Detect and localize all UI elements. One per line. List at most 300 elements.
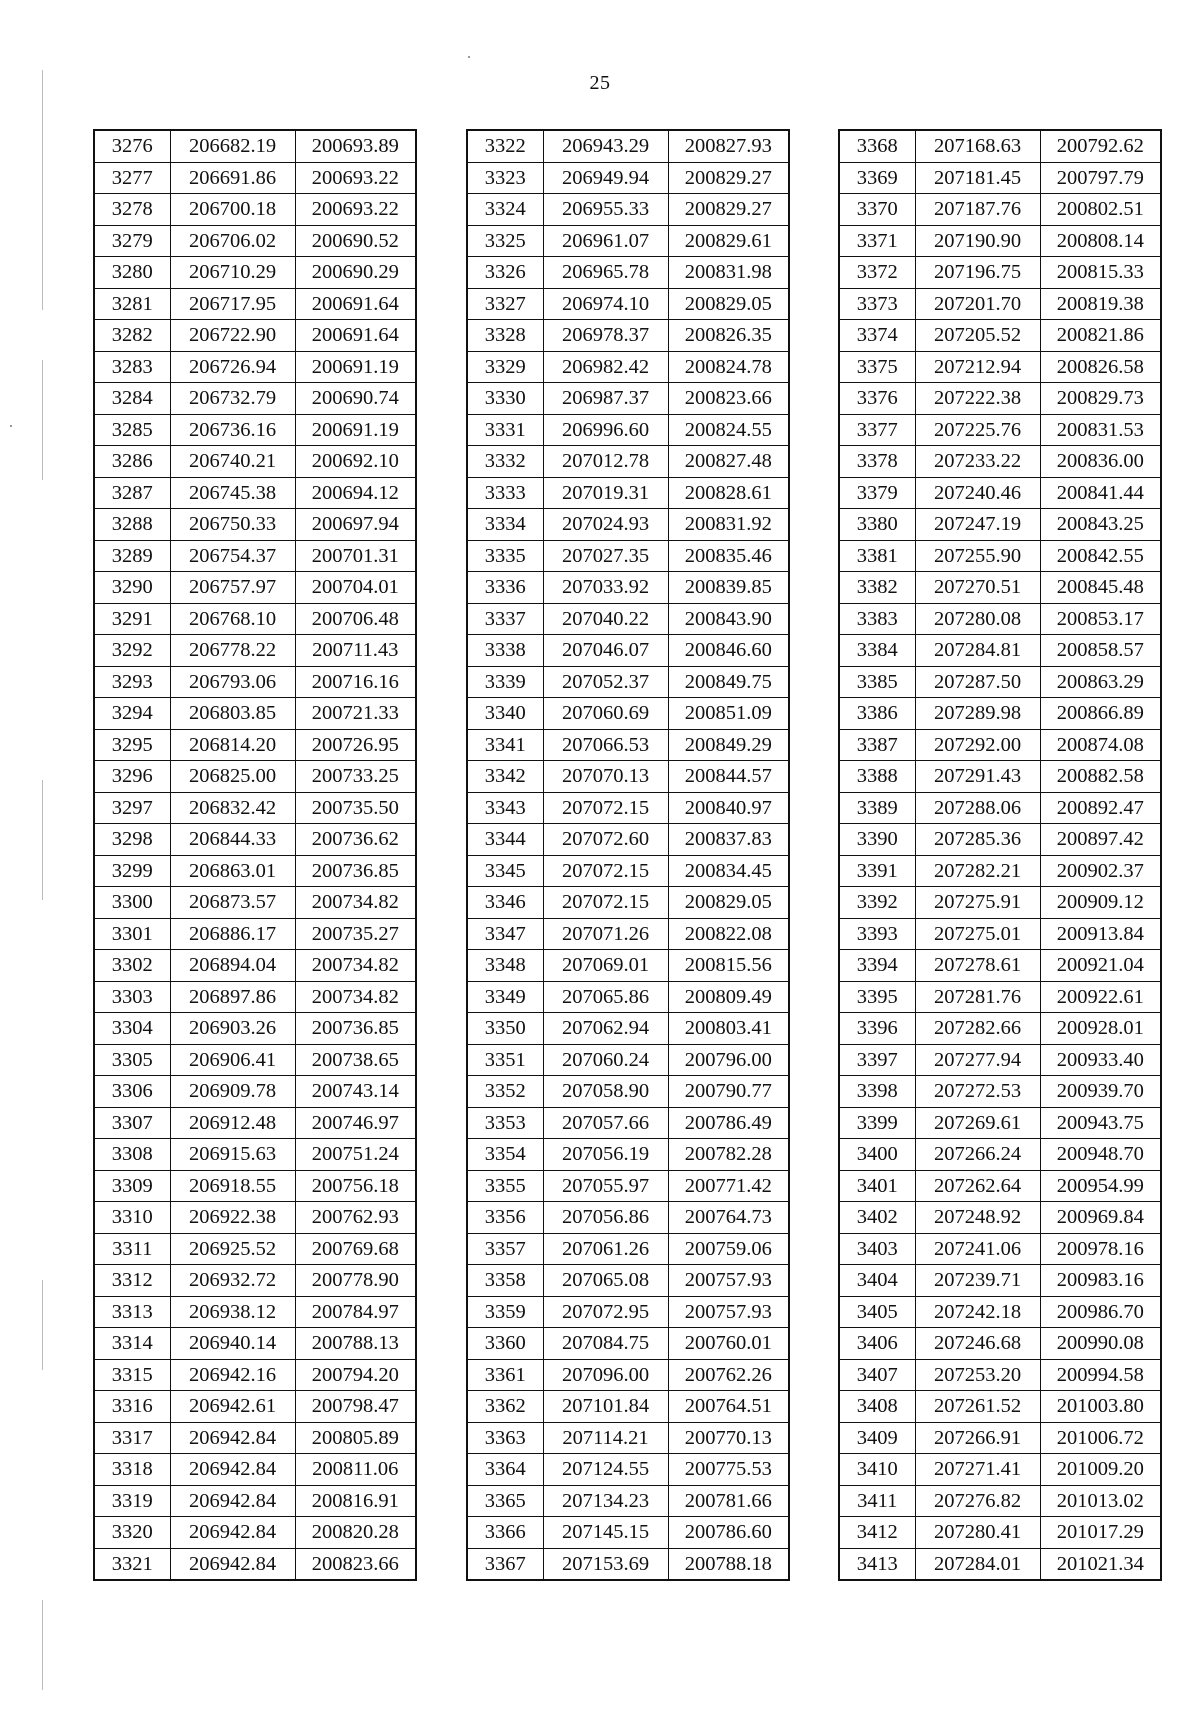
table-row [839, 1485, 1161, 1517]
point-id-cell: 3356 [467, 1202, 543, 1234]
y-coordinate-cell: 200775.53 [668, 1454, 789, 1486]
y-coordinate-cell: 200990.08 [1040, 1328, 1161, 1360]
point-id-cell: 3313 [94, 1296, 170, 1328]
table-row [467, 603, 789, 635]
x-coordinate-cell: 207212.94 [915, 351, 1040, 383]
table-row [467, 1107, 789, 1139]
table-row [467, 1265, 789, 1297]
point-id-cell: 3403 [839, 1233, 915, 1265]
x-coordinate-cell: 206943.29 [543, 130, 668, 162]
x-coordinate-cell: 206768.10 [170, 603, 295, 635]
point-id-cell: 3367 [467, 1548, 543, 1580]
point-id-cell: 3321 [94, 1548, 170, 1580]
x-coordinate-cell: 207291.43 [915, 761, 1040, 793]
table-row [839, 194, 1161, 226]
point-id-cell: 3287 [94, 477, 170, 509]
x-coordinate-cell: 206942.84 [170, 1454, 295, 1486]
y-coordinate-cell: 200845.48 [1040, 572, 1161, 604]
x-coordinate-cell: 206955.33 [543, 194, 668, 226]
y-coordinate-cell: 200706.48 [295, 603, 416, 635]
table-row [94, 1391, 416, 1423]
y-coordinate-cell: 200983.16 [1040, 1265, 1161, 1297]
point-id-cell: 3402 [839, 1202, 915, 1234]
point-id-cell: 3396 [839, 1013, 915, 1045]
x-coordinate-cell: 207134.23 [543, 1485, 668, 1517]
x-coordinate-cell: 207072.15 [543, 887, 668, 919]
table-row [94, 1517, 416, 1549]
y-coordinate-cell: 201006.72 [1040, 1422, 1161, 1454]
x-coordinate-cell: 206903.26 [170, 1013, 295, 1045]
y-coordinate-cell: 200802.51 [1040, 194, 1161, 226]
y-coordinate-cell: 200764.51 [668, 1391, 789, 1423]
y-coordinate-cell: 200943.75 [1040, 1107, 1161, 1139]
point-id-cell: 3355 [467, 1170, 543, 1202]
point-id-cell: 3409 [839, 1422, 915, 1454]
y-coordinate-cell: 200690.29 [295, 257, 416, 289]
x-coordinate-cell: 207153.69 [543, 1548, 668, 1580]
x-coordinate-cell: 206982.42 [543, 351, 668, 383]
table-row [94, 729, 416, 761]
point-id-cell: 3384 [839, 635, 915, 667]
y-coordinate-cell: 200978.16 [1040, 1233, 1161, 1265]
table-row [467, 1139, 789, 1171]
table-row [94, 950, 416, 982]
point-id-cell: 3358 [467, 1265, 543, 1297]
table-row [839, 509, 1161, 541]
x-coordinate-cell: 207284.01 [915, 1548, 1040, 1580]
y-coordinate-cell: 200837.83 [668, 824, 789, 856]
x-coordinate-cell: 207282.66 [915, 1013, 1040, 1045]
y-coordinate-cell: 200786.60 [668, 1517, 789, 1549]
table-row [467, 824, 789, 856]
y-coordinate-cell: 200697.94 [295, 509, 416, 541]
x-coordinate-cell: 207062.94 [543, 1013, 668, 1045]
x-coordinate-cell: 206832.42 [170, 792, 295, 824]
y-coordinate-cell: 200764.73 [668, 1202, 789, 1234]
y-coordinate-cell: 200839.85 [668, 572, 789, 604]
point-id-cell: 3298 [94, 824, 170, 856]
point-id-cell: 3357 [467, 1233, 543, 1265]
table-row [467, 1548, 789, 1580]
table-row [839, 225, 1161, 257]
point-id-cell: 3300 [94, 887, 170, 919]
y-coordinate-cell: 200690.74 [295, 383, 416, 415]
table-row [839, 320, 1161, 352]
point-id-cell: 3383 [839, 603, 915, 635]
table-row [467, 1422, 789, 1454]
x-coordinate-cell: 206940.14 [170, 1328, 295, 1360]
x-coordinate-cell: 207072.15 [543, 855, 668, 887]
coordinate-table-body [467, 130, 789, 1580]
table-row [467, 320, 789, 352]
table-row [839, 1359, 1161, 1391]
x-coordinate-cell: 207071.26 [543, 918, 668, 950]
y-coordinate-cell: 201013.02 [1040, 1485, 1161, 1517]
table-row [467, 1485, 789, 1517]
y-coordinate-cell: 200843.90 [668, 603, 789, 635]
y-coordinate-cell: 200815.33 [1040, 257, 1161, 289]
y-coordinate-cell: 200820.28 [295, 1517, 416, 1549]
table-row [839, 446, 1161, 478]
y-coordinate-cell: 200792.62 [1040, 130, 1161, 162]
x-coordinate-cell: 206974.10 [543, 288, 668, 320]
table-row [467, 1517, 789, 1549]
table-row [94, 1548, 416, 1580]
x-coordinate-cell: 207248.92 [915, 1202, 1040, 1234]
y-coordinate-cell: 200829.05 [668, 887, 789, 919]
table-row [467, 792, 789, 824]
x-coordinate-cell: 206754.37 [170, 540, 295, 572]
table-row [467, 729, 789, 761]
y-coordinate-cell: 200969.84 [1040, 1202, 1161, 1234]
point-id-cell: 3325 [467, 225, 543, 257]
point-id-cell: 3281 [94, 288, 170, 320]
table-row [94, 1013, 416, 1045]
y-coordinate-cell: 200831.98 [668, 257, 789, 289]
point-id-cell: 3315 [94, 1359, 170, 1391]
table-row [839, 1391, 1161, 1423]
x-coordinate-cell: 207056.86 [543, 1202, 668, 1234]
y-coordinate-cell: 200721.33 [295, 698, 416, 730]
point-id-cell: 3288 [94, 509, 170, 541]
y-coordinate-cell: 200909.12 [1040, 887, 1161, 919]
table-row [94, 792, 416, 824]
table-row [94, 414, 416, 446]
y-coordinate-cell: 200921.04 [1040, 950, 1161, 982]
point-id-cell: 3293 [94, 666, 170, 698]
point-id-cell: 3401 [839, 1170, 915, 1202]
table-row [839, 824, 1161, 856]
y-coordinate-cell: 200821.86 [1040, 320, 1161, 352]
y-coordinate-cell: 200762.26 [668, 1359, 789, 1391]
x-coordinate-cell: 206750.33 [170, 509, 295, 541]
table-row [839, 257, 1161, 289]
x-coordinate-cell: 207187.76 [915, 194, 1040, 226]
table-row [94, 887, 416, 919]
table-row [94, 225, 416, 257]
point-id-cell: 3290 [94, 572, 170, 604]
table-row [467, 918, 789, 950]
y-coordinate-cell: 200829.61 [668, 225, 789, 257]
x-coordinate-cell: 207253.20 [915, 1359, 1040, 1391]
y-coordinate-cell: 200842.55 [1040, 540, 1161, 572]
y-coordinate-cell: 200690.52 [295, 225, 416, 257]
point-id-cell: 3375 [839, 351, 915, 383]
x-coordinate-cell: 207060.69 [543, 698, 668, 730]
table-row [467, 477, 789, 509]
x-coordinate-cell: 207239.71 [915, 1265, 1040, 1297]
point-id-cell: 3380 [839, 509, 915, 541]
table-row [467, 509, 789, 541]
y-coordinate-cell: 200902.37 [1040, 855, 1161, 887]
table-row [94, 1044, 416, 1076]
y-coordinate-cell: 200781.66 [668, 1485, 789, 1517]
point-id-cell: 3347 [467, 918, 543, 950]
y-coordinate-cell: 200738.65 [295, 1044, 416, 1076]
coordinate-table-body [94, 130, 416, 1580]
x-coordinate-cell: 206814.20 [170, 729, 295, 761]
point-id-cell: 3317 [94, 1422, 170, 1454]
point-id-cell: 3342 [467, 761, 543, 793]
point-id-cell: 3351 [467, 1044, 543, 1076]
table-row [467, 1296, 789, 1328]
y-coordinate-cell: 200746.97 [295, 1107, 416, 1139]
table-row [94, 130, 416, 162]
table-row [839, 1296, 1161, 1328]
y-coordinate-cell: 200874.08 [1040, 729, 1161, 761]
x-coordinate-cell: 207060.24 [543, 1044, 668, 1076]
y-coordinate-cell: 200743.14 [295, 1076, 416, 1108]
point-id-cell: 3350 [467, 1013, 543, 1045]
y-coordinate-cell: 200827.48 [668, 446, 789, 478]
x-coordinate-cell: 206978.37 [543, 320, 668, 352]
point-id-cell: 3312 [94, 1265, 170, 1297]
point-id-cell: 3284 [94, 383, 170, 415]
x-coordinate-cell: 207241.06 [915, 1233, 1040, 1265]
table-row [467, 130, 789, 162]
x-coordinate-cell: 206949.94 [543, 162, 668, 194]
point-id-cell: 3276 [94, 130, 170, 162]
scan-margin-line [42, 1600, 43, 1690]
point-id-cell: 3363 [467, 1422, 543, 1454]
point-id-cell: 3376 [839, 383, 915, 415]
y-coordinate-cell: 200762.93 [295, 1202, 416, 1234]
y-coordinate-cell: 200790.77 [668, 1076, 789, 1108]
point-id-cell: 3372 [839, 257, 915, 289]
table-row [94, 1202, 416, 1234]
y-coordinate-cell: 200734.82 [295, 950, 416, 982]
y-coordinate-cell: 200797.79 [1040, 162, 1161, 194]
y-coordinate-cell: 200829.05 [668, 288, 789, 320]
table-row [94, 194, 416, 226]
x-coordinate-cell: 207278.61 [915, 950, 1040, 982]
point-id-cell: 3366 [467, 1517, 543, 1549]
point-id-cell: 3390 [839, 824, 915, 856]
x-coordinate-cell: 206942.16 [170, 1359, 295, 1391]
point-id-cell: 3361 [467, 1359, 543, 1391]
x-coordinate-cell: 207061.26 [543, 1233, 668, 1265]
table-row [839, 1139, 1161, 1171]
point-id-cell: 3377 [839, 414, 915, 446]
point-id-cell: 3331 [467, 414, 543, 446]
y-coordinate-cell: 201009.20 [1040, 1454, 1161, 1486]
table-row [839, 351, 1161, 383]
coordinate-table-1 [93, 129, 417, 1581]
table-row [839, 130, 1161, 162]
table-row [467, 1044, 789, 1076]
y-coordinate-cell: 200831.53 [1040, 414, 1161, 446]
y-coordinate-cell: 200829.27 [668, 162, 789, 194]
table-row [839, 477, 1161, 509]
point-id-cell: 3294 [94, 698, 170, 730]
point-id-cell: 3385 [839, 666, 915, 698]
y-coordinate-cell: 200704.01 [295, 572, 416, 604]
y-coordinate-cell: 200858.57 [1040, 635, 1161, 667]
x-coordinate-cell: 206942.61 [170, 1391, 295, 1423]
point-id-cell: 3299 [94, 855, 170, 887]
table-row [94, 1328, 416, 1360]
x-coordinate-cell: 207019.31 [543, 477, 668, 509]
x-coordinate-cell: 207255.90 [915, 540, 1040, 572]
table-row [839, 1013, 1161, 1045]
x-coordinate-cell: 207233.22 [915, 446, 1040, 478]
y-coordinate-cell: 200808.14 [1040, 225, 1161, 257]
y-coordinate-cell: 200733.25 [295, 761, 416, 793]
table-row [839, 1202, 1161, 1234]
table-row [94, 1076, 416, 1108]
y-coordinate-cell: 200836.00 [1040, 446, 1161, 478]
point-id-cell: 3397 [839, 1044, 915, 1076]
x-coordinate-cell: 206922.38 [170, 1202, 295, 1234]
table-row [467, 1359, 789, 1391]
y-coordinate-cell: 200823.66 [295, 1548, 416, 1580]
point-id-cell: 3365 [467, 1485, 543, 1517]
x-coordinate-cell: 207181.45 [915, 162, 1040, 194]
point-id-cell: 3303 [94, 981, 170, 1013]
point-id-cell: 3338 [467, 635, 543, 667]
point-id-cell: 3329 [467, 351, 543, 383]
y-coordinate-cell: 200803.41 [668, 1013, 789, 1045]
table-row [94, 1485, 416, 1517]
x-coordinate-cell: 206942.84 [170, 1422, 295, 1454]
x-coordinate-cell: 206736.16 [170, 414, 295, 446]
x-coordinate-cell: 207247.19 [915, 509, 1040, 541]
point-id-cell: 3282 [94, 320, 170, 352]
x-coordinate-cell: 207124.55 [543, 1454, 668, 1486]
y-coordinate-cell: 200840.97 [668, 792, 789, 824]
y-coordinate-cell: 200786.49 [668, 1107, 789, 1139]
y-coordinate-cell: 200716.16 [295, 666, 416, 698]
y-coordinate-cell: 201017.29 [1040, 1517, 1161, 1549]
x-coordinate-cell: 206726.94 [170, 351, 295, 383]
point-id-cell: 3326 [467, 257, 543, 289]
point-id-cell: 3405 [839, 1296, 915, 1328]
point-id-cell: 3369 [839, 162, 915, 194]
y-coordinate-cell: 200841.44 [1040, 477, 1161, 509]
coordinate-table-body [839, 130, 1161, 1580]
point-id-cell: 3381 [839, 540, 915, 572]
y-coordinate-cell: 200824.78 [668, 351, 789, 383]
point-id-cell: 3296 [94, 761, 170, 793]
point-id-cell: 3364 [467, 1454, 543, 1486]
x-coordinate-cell: 207242.18 [915, 1296, 1040, 1328]
x-coordinate-cell: 207033.92 [543, 572, 668, 604]
y-coordinate-cell: 200788.13 [295, 1328, 416, 1360]
x-coordinate-cell: 207269.61 [915, 1107, 1040, 1139]
y-coordinate-cell: 200913.84 [1040, 918, 1161, 950]
point-id-cell: 3278 [94, 194, 170, 226]
point-id-cell: 3408 [839, 1391, 915, 1423]
table-row [467, 1328, 789, 1360]
y-coordinate-cell: 200805.89 [295, 1422, 416, 1454]
point-id-cell: 3314 [94, 1328, 170, 1360]
scan-speck [468, 56, 470, 58]
x-coordinate-cell: 207280.41 [915, 1517, 1040, 1549]
x-coordinate-cell: 207281.76 [915, 981, 1040, 1013]
y-coordinate-cell: 200843.25 [1040, 509, 1161, 541]
y-coordinate-cell: 200828.61 [668, 477, 789, 509]
table-row [467, 855, 789, 887]
y-coordinate-cell: 200726.95 [295, 729, 416, 761]
point-id-cell: 3337 [467, 603, 543, 635]
y-coordinate-cell: 200734.82 [295, 887, 416, 919]
x-coordinate-cell: 207040.22 [543, 603, 668, 635]
x-coordinate-cell: 207205.52 [915, 320, 1040, 352]
point-id-cell: 3370 [839, 194, 915, 226]
point-id-cell: 3348 [467, 950, 543, 982]
table-row [467, 1013, 789, 1045]
y-coordinate-cell: 200771.42 [668, 1170, 789, 1202]
point-id-cell: 3307 [94, 1107, 170, 1139]
y-coordinate-cell: 200882.58 [1040, 761, 1161, 793]
x-coordinate-cell: 206925.52 [170, 1233, 295, 1265]
table-row [467, 761, 789, 793]
y-coordinate-cell: 200769.68 [295, 1233, 416, 1265]
y-coordinate-cell: 200892.47 [1040, 792, 1161, 824]
scan-margin-line [42, 1280, 43, 1370]
x-coordinate-cell: 207284.81 [915, 635, 1040, 667]
table-row [839, 1107, 1161, 1139]
x-coordinate-cell: 206682.19 [170, 130, 295, 162]
y-coordinate-cell: 200846.60 [668, 635, 789, 667]
table-row [467, 414, 789, 446]
point-id-cell: 3349 [467, 981, 543, 1013]
point-id-cell: 3279 [94, 225, 170, 257]
scan-margin-line [42, 360, 43, 480]
y-coordinate-cell: 200751.24 [295, 1139, 416, 1171]
y-coordinate-cell: 200954.99 [1040, 1170, 1161, 1202]
x-coordinate-cell: 206996.60 [543, 414, 668, 446]
y-coordinate-cell: 200922.61 [1040, 981, 1161, 1013]
y-coordinate-cell: 200829.27 [668, 194, 789, 226]
table-row [467, 981, 789, 1013]
point-id-cell: 3400 [839, 1139, 915, 1171]
x-coordinate-cell: 207012.78 [543, 446, 668, 478]
x-coordinate-cell: 207070.13 [543, 761, 668, 793]
y-coordinate-cell: 200788.18 [668, 1548, 789, 1580]
table-row [467, 1202, 789, 1234]
point-id-cell: 3374 [839, 320, 915, 352]
point-id-cell: 3306 [94, 1076, 170, 1108]
table-row [839, 1548, 1161, 1580]
table-row [94, 477, 416, 509]
y-coordinate-cell: 200770.13 [668, 1422, 789, 1454]
x-coordinate-cell: 207266.24 [915, 1139, 1040, 1171]
x-coordinate-cell: 207055.97 [543, 1170, 668, 1202]
x-coordinate-cell: 207275.91 [915, 887, 1040, 919]
table-row [839, 1422, 1161, 1454]
table-row [839, 887, 1161, 919]
y-coordinate-cell: 200928.01 [1040, 1013, 1161, 1045]
table-row [467, 351, 789, 383]
table-row [467, 950, 789, 982]
point-id-cell: 3330 [467, 383, 543, 415]
x-coordinate-cell: 206710.29 [170, 257, 295, 289]
table-row [839, 918, 1161, 950]
y-coordinate-cell: 200693.22 [295, 162, 416, 194]
y-coordinate-cell: 200784.97 [295, 1296, 416, 1328]
table-row [94, 351, 416, 383]
y-coordinate-cell: 200694.12 [295, 477, 416, 509]
point-id-cell: 3389 [839, 792, 915, 824]
point-id-cell: 3309 [94, 1170, 170, 1202]
x-coordinate-cell: 207065.86 [543, 981, 668, 1013]
x-coordinate-cell: 207270.51 [915, 572, 1040, 604]
table-row [839, 288, 1161, 320]
coordinate-table-3 [838, 129, 1162, 1581]
table-row [839, 383, 1161, 415]
table-row [94, 540, 416, 572]
